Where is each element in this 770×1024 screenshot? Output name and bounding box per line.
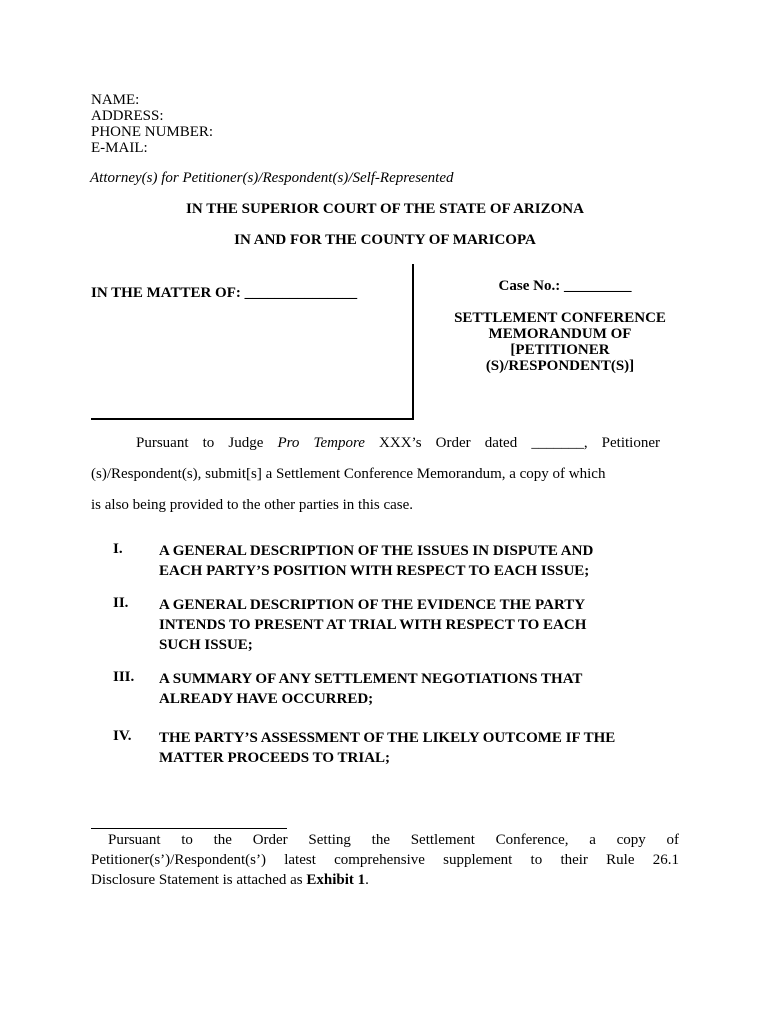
section-line: INTENDS TO PRESENT AT TRIAL WITH RESPECT TO EACH	[159, 617, 587, 633]
footnote-text: .	[365, 872, 369, 888]
footnote-text: Disclosure Statement is attached as	[91, 872, 307, 888]
phone-label: PHONE NUMBER:	[91, 124, 214, 140]
email-label: E-MAIL:	[91, 140, 148, 156]
section-line: THE PARTY’S ASSESSMENT OF THE LIKELY OUTCOME IF THE	[159, 730, 616, 746]
section-heading	[159, 669, 669, 709]
caption-vertical-rule	[412, 264, 414, 420]
section-line: A SUMMARY OF ANY SETTLEMENT NEGOTIATIONS THAT	[159, 671, 583, 687]
intro-line-1	[91, 435, 660, 452]
document-title	[430, 310, 690, 374]
matter-label: IN THE MATTER OF: _______________	[91, 285, 358, 301]
intro-text: Pursuant to Judge	[136, 435, 278, 451]
section-number: II.	[113, 595, 129, 611]
intro-text: XXX’s Order dated _______, Petitioner	[364, 435, 660, 451]
exhibit-label: Exhibit 1	[306, 872, 366, 888]
section-heading	[159, 728, 669, 768]
section-line: SUCH ISSUE;	[159, 637, 253, 653]
footnote	[91, 830, 679, 890]
case-number: Case No.: _________	[498, 278, 632, 294]
footnote-line-3	[91, 870, 679, 890]
section-number: III.	[113, 669, 135, 685]
intro-line-2: (s)/Respondent(s), submit[s] a Settlement Conference Memorandum, a copy of which	[91, 466, 606, 482]
footnote-line-1: Pursuant to the Order Setting the Settlement Conference, a copy of	[108, 832, 679, 848]
court-county: IN AND FOR THE COUNTY OF MARICOPA	[234, 232, 536, 248]
section-number: IV.	[113, 728, 132, 744]
section-heading	[159, 541, 669, 581]
address-label: ADDRESS:	[91, 108, 164, 124]
title-line: MEMORANDUM OF	[488, 326, 632, 342]
court-name: IN THE SUPERIOR COURT OF THE STATE OF ARIZONA	[186, 201, 584, 217]
footnote-separator	[91, 828, 287, 829]
pro-tempore-text: Pro Tempore	[277, 435, 365, 451]
section-line: EACH PARTY’S POSITION WITH RESPECT TO EACH ISSUE;	[159, 563, 590, 579]
footnote-line-2: Petitioner(s’)/Respondent(s’) latest comprehensive supplement to their Rule 26.1	[91, 852, 679, 868]
section-line: MATTER PROCEEDS TO TRIAL;	[159, 750, 391, 766]
section-number: I.	[113, 541, 123, 557]
title-line: [PETITIONER	[510, 342, 610, 358]
title-line: SETTLEMENT CONFERENCE	[454, 310, 666, 326]
intro-line-3: is also being provided to the other parties in this case.	[91, 497, 414, 513]
section-line: A GENERAL DESCRIPTION OF THE EVIDENCE THE PARTY	[159, 597, 586, 613]
section-line: ALREADY HAVE OCCURRED;	[159, 691, 374, 707]
attorney-role: Attorney(s) for Petitioner(s)/Respondent(s)/Self-Represented	[90, 170, 454, 186]
section-line: A GENERAL DESCRIPTION OF THE ISSUES IN DISPUTE AND	[159, 543, 594, 559]
caption-bottom-rule	[91, 418, 414, 420]
title-line: (S)/RESPONDENT(S)]	[485, 358, 635, 374]
section-heading	[159, 595, 669, 655]
name-label: NAME:	[91, 92, 140, 108]
